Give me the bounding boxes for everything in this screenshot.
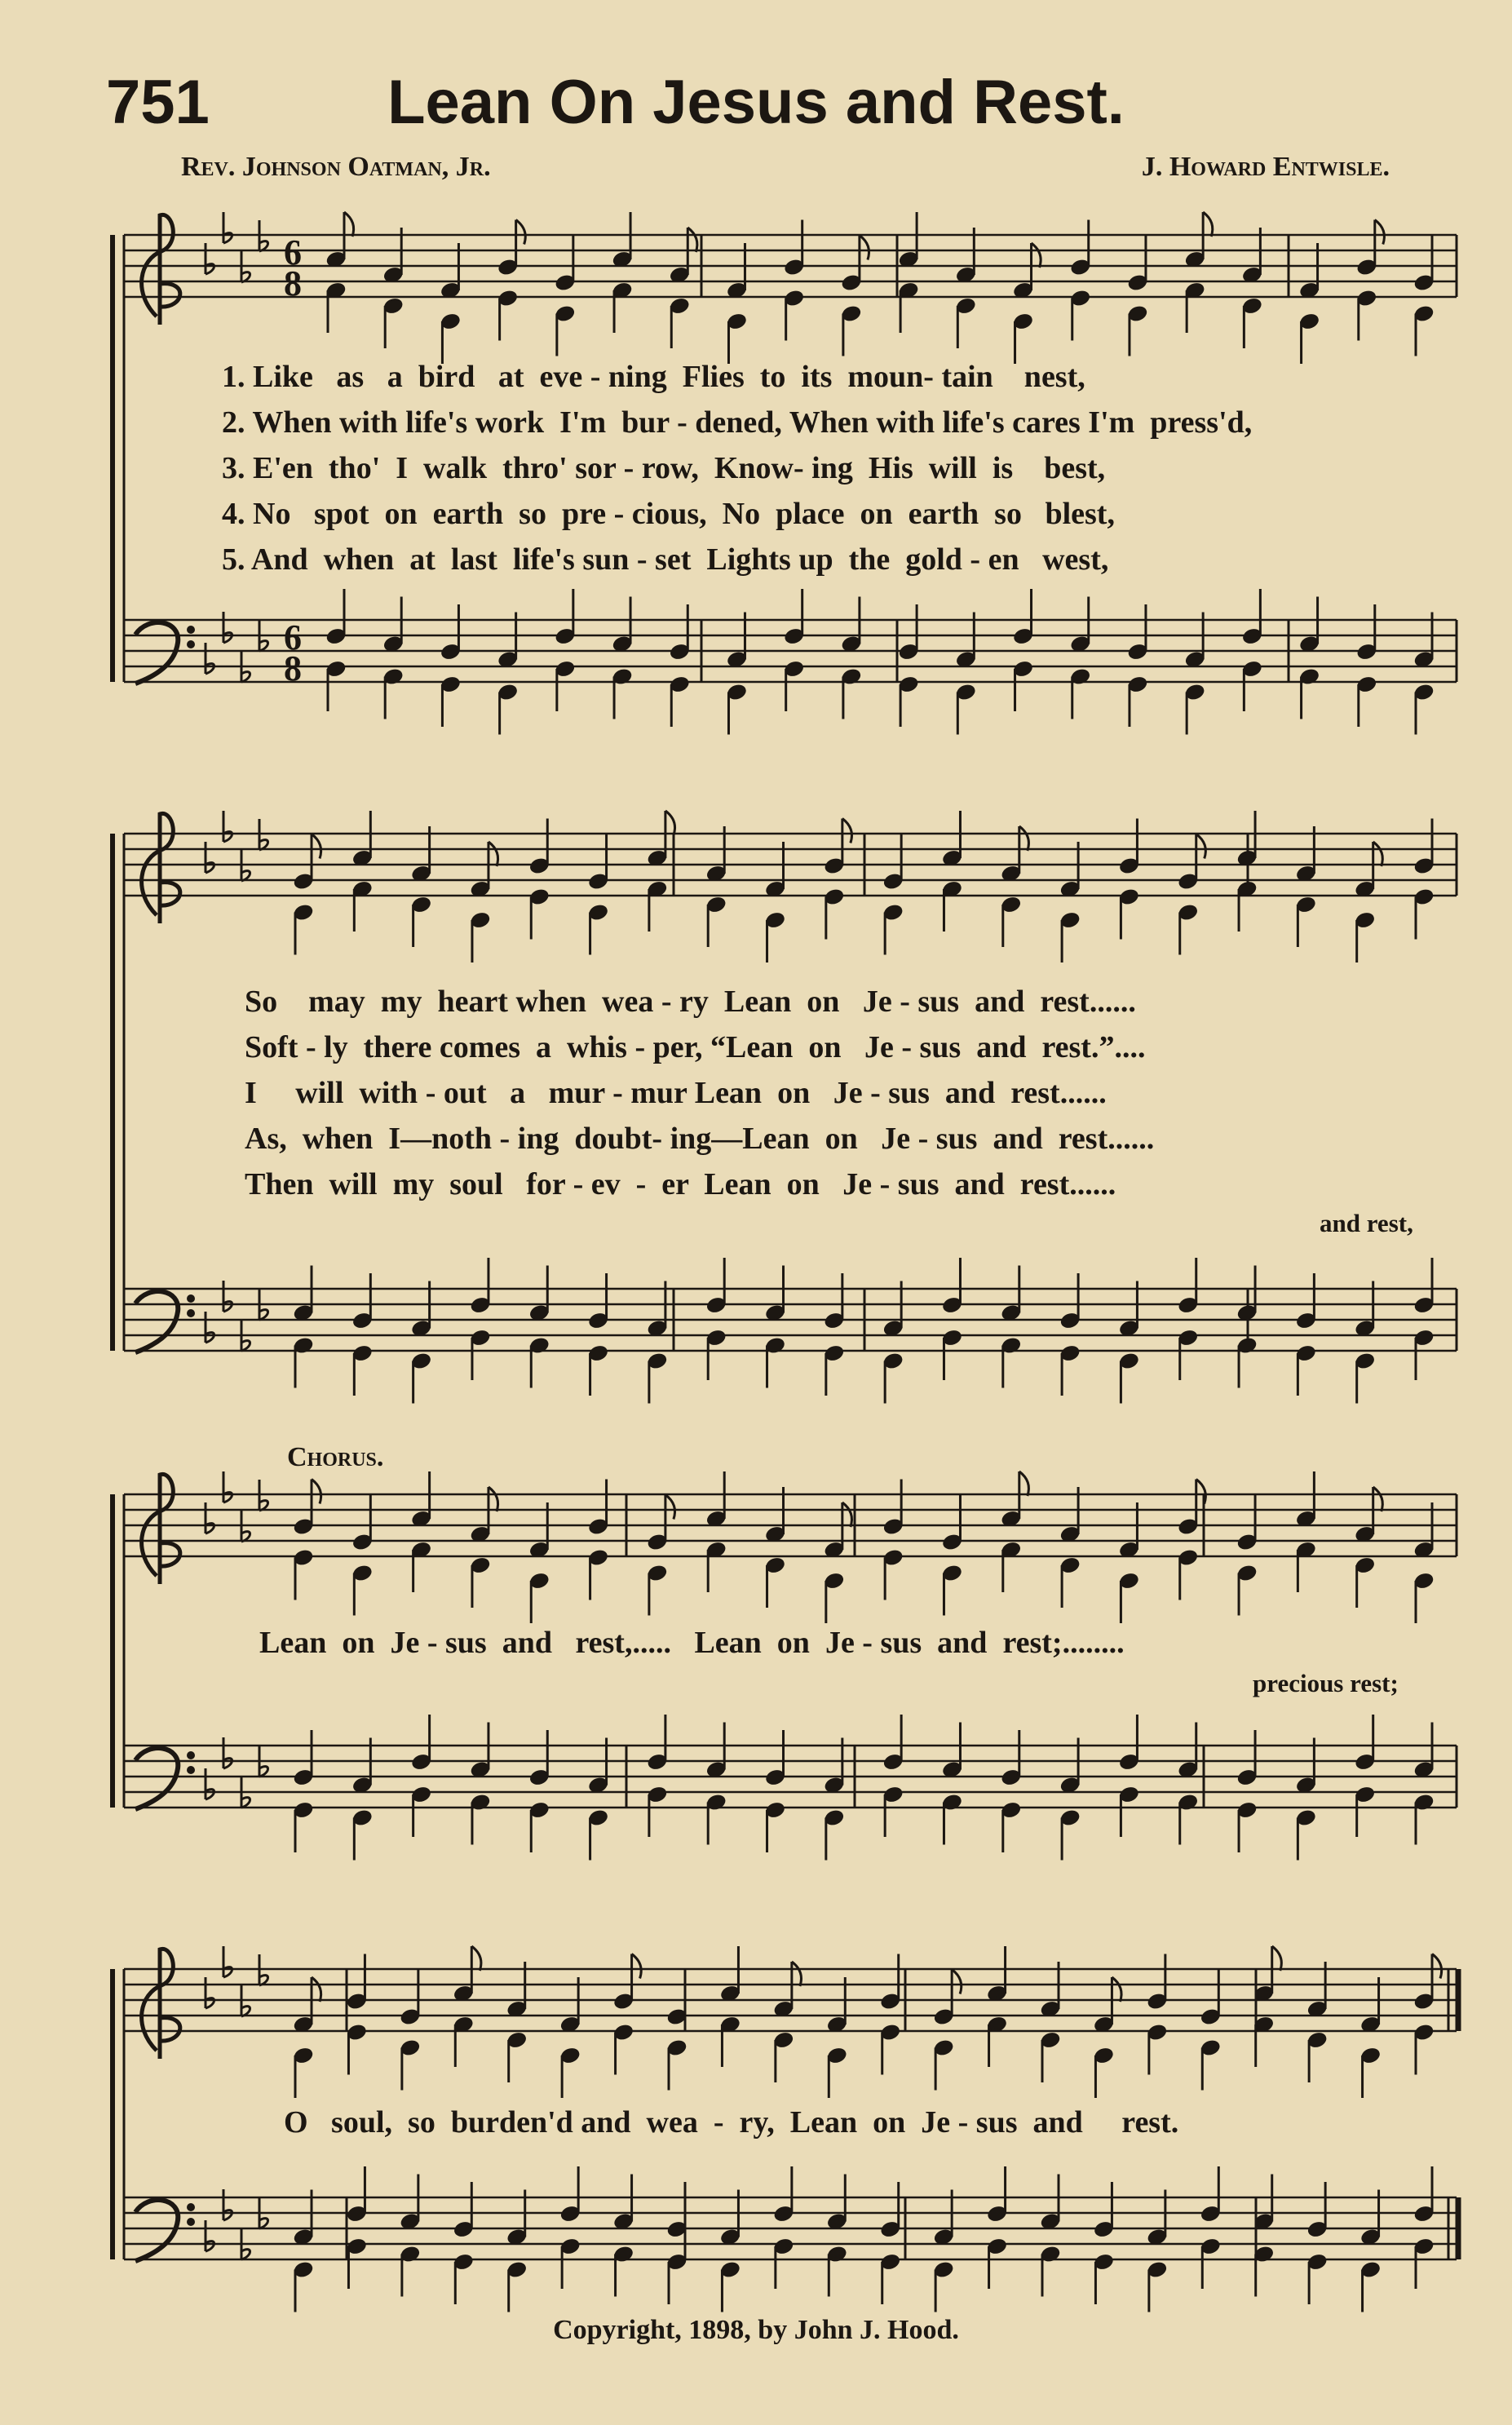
svg-text:6: 6 [284, 617, 302, 657]
treble-clef-icon [142, 1474, 180, 1584]
verse-line-4-end: As, when I—noth - ing doubt- ing—Lean on Je - sus and rest...... [245, 1122, 1155, 1156]
svg-text:6: 6 [284, 232, 302, 272]
precious-rest-label: precious rest; [1253, 1669, 1399, 1697]
verse-line-1: 1. Like as a bird at eve - ning Flies to its moun- tain nest, [222, 360, 1085, 394]
verse-line-3: 3. E'en tho' I walk thro' sor - row, Know- ing His will is best, [222, 451, 1106, 485]
and-rest-label: and rest, [1320, 1209, 1413, 1237]
chorus-line-2: O soul, so burden'd and wea - ry, Lean on Je - sus and rest. [284, 2105, 1179, 2140]
bass-clef-icon [135, 1748, 178, 1809]
treble-clef-icon [142, 1949, 180, 2059]
svg-text:8: 8 [284, 648, 302, 688]
staff-lines [124, 235, 1457, 2259]
treble-clef-icon [142, 813, 180, 923]
hymn-title: Lean On Jesus and Rest. [387, 68, 1125, 137]
composer-credit: J. Howard Entwisle. [1141, 152, 1390, 182]
verse-line-2: 2. When with life's work I'm bur - dened, When with life's cares I'm press'd, [222, 405, 1253, 440]
verse-line-2-end: Soft - ly there comes a whis - per, “Lean on Je - sus and rest.”.... [245, 1030, 1146, 1064]
hymn-number: 751 [106, 68, 210, 137]
copyright-notice: Copyright, 1898, by John J. Hood. [553, 2315, 959, 2345]
bass-clef-icon [135, 1291, 178, 1352]
barlines [113, 235, 1458, 2259]
svg-text:8: 8 [284, 263, 302, 303]
bass-clef-icon [135, 622, 178, 684]
verse-line-5-end: Then will my soul for - ev - er Lean on Je - sus and rest...... [245, 1167, 1116, 1201]
treble-clef-icon [142, 215, 180, 325]
verse-line-3-end: I will with - out a mur - mur Lean on Je - sus and rest...... [245, 1076, 1107, 1110]
lyricist-credit: Rev. Johnson Oatman, Jr. [181, 152, 491, 182]
chorus-line-1: Lean on Je - sus and rest,..... Lean on Je - sus and rest;........ [259, 1626, 1125, 1660]
verse-line-1-end: So may my heart when wea - ry Lean on Je - sus and rest...... [245, 985, 1136, 1019]
verse-line-4: 4. No spot on earth so pre - cious, No place on earth so blest, [222, 497, 1115, 531]
bass-clef-icon [135, 2200, 178, 2261]
chorus-label: Chorus. [287, 1442, 384, 1472]
verse-line-5: 5. And when at last life's sun - set Lights up the gold - en west, [222, 542, 1109, 577]
